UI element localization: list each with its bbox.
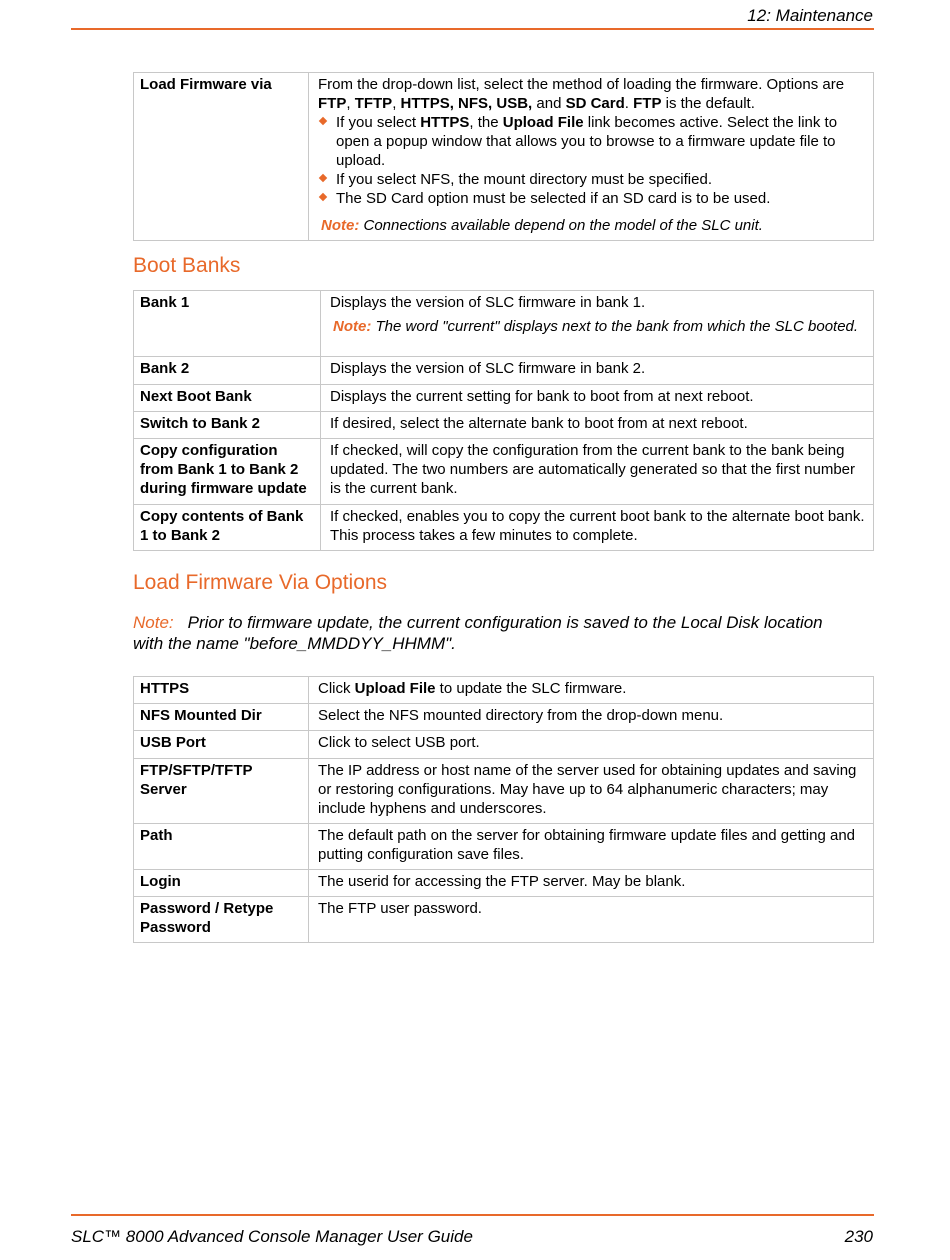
row-value: The userid for accessing the FTP server. May be blank. [309,870,874,897]
intro-text-end: is the default. [661,95,755,112]
footer-title: SLC™ 8000 Advanced Console Manager User Guide [71,1227,473,1246]
value-text: Click [318,680,355,697]
value-text-bold: Upload File [354,680,436,697]
row-value: The IP address or host name of the server used for obtaining updates and saving or restoring configurations. May have up to 64 alphanumeric characters; may include hyphens and underscores. [309,759,874,824]
bullet-text: If you select [336,114,421,131]
row-label: Next Boot Bank [134,385,321,412]
row-value: Displays the current setting for bank to boot from at next reboot. [321,385,874,412]
load-firmware-table [133,72,874,241]
row-label: Copy contents of Bank 1 to Bank 2 [134,505,321,551]
row-label: HTTPS [134,677,309,704]
section-heading-boot-banks: Boot Banks [133,254,241,277]
row-value: The FTP user password. [309,897,874,943]
option-sd-card: SD Card [565,95,625,112]
option-ftp: FTP [318,95,347,112]
header-rule [71,28,874,30]
table-row [134,291,874,357]
bullet-text-bold: HTTPS [420,114,470,131]
row-label: Load Firmware via [134,73,309,241]
intro-text: From the drop-down list, select the method of loading the firmware. Options are [318,76,845,93]
note-label: Note: [333,318,372,335]
table-row [134,357,874,385]
table-row [134,439,874,505]
table-row [134,385,874,412]
options-list [318,113,865,208]
separator: and [532,95,566,112]
row-label: FTP/SFTP/TFTP Server [134,759,309,824]
row-label: Login [134,870,309,897]
table-row [134,759,874,824]
row-value: If checked, enables you to copy the current boot bank to the alternate boot bank. This process takes a few minutes to complete. [321,505,874,551]
row-label: Switch to Bank 2 [134,412,321,439]
note [330,317,865,336]
table-row [134,731,874,759]
row-value [309,677,874,704]
list-item [318,170,865,189]
page-number: 230 [844,1227,873,1246]
row-value: If checked, will copy the configuration from the current bank to the bank being updated. The two numbers are automatically generated so that the first number is the current bank. [321,439,874,505]
option-group: HTTPS, NFS, USB, [400,95,533,112]
note-label: Note: [133,613,174,632]
separator: . [624,95,634,112]
option-tftp: TFTP [354,95,393,112]
bullet-text: If you select NFS, the mount directory must be specified. [336,171,712,188]
table-row [134,897,874,943]
table-row [134,677,874,704]
value-text: to update the SLC firmware. [435,680,627,697]
bullet-text: The SD Card option must be selected if an SD card is to be used. [336,190,771,207]
separator: , [346,95,355,112]
row-label: Bank 1 [134,291,321,357]
note-text: The word "current" displays next to the bank from which the SLC booted. [375,318,859,335]
bullet-text-bold: Upload File [502,114,584,131]
row-value: If desired, select the alternate bank to boot from at next reboot. [321,412,874,439]
list-item [318,189,865,208]
via-options-table [133,676,874,943]
page-note [133,612,833,654]
row-value [309,73,874,241]
option-default: FTP [633,95,662,112]
row-label: Bank 2 [134,357,321,385]
boot-banks-table [133,290,874,551]
row-label: Copy configuration from Bank 1 to Bank 2 during firmware update [134,439,321,505]
diamond-bullet-icon [319,117,327,125]
note-text: Prior to firmware update, the current configuration is saved to the Local Disk location with the name "before_MMDDYY_HHMM". [133,613,823,653]
table-row [134,704,874,731]
row-label: Password / Retype Password [134,897,309,943]
footer-rule [71,1214,874,1216]
table-row [134,505,874,551]
bullet-text: link becomes active. Select the link to open a popup window that allows you to browse to a firmware update file to upload. [336,114,838,169]
row-value-text: Displays the version of SLC firmware in bank 1. [330,294,646,311]
table-row [134,870,874,897]
chapter-header: 12: Maintenance [747,6,873,25]
row-label: USB Port [134,731,309,759]
row-value: Click to select USB port. [309,731,874,759]
row-value: Select the NFS mounted directory from the drop-down menu. [309,704,874,731]
row-value: Displays the version of SLC firmware in bank 2. [321,357,874,385]
row-label: Path [134,824,309,870]
note-label: Note: [321,217,360,234]
table-row [134,412,874,439]
intro-paragraph [318,75,865,113]
bullet-text: , the [469,114,503,131]
row-label: NFS Mounted Dir [134,704,309,731]
row-value [321,291,874,357]
note-text: Connections available depend on the model of the SLC unit. [363,217,763,234]
diamond-bullet-icon [319,174,327,182]
row-value: The default path on the server for obtaining firmware update files and getting and putting configuration save files. [309,824,874,870]
table-row [134,824,874,870]
separator: , [392,95,401,112]
list-item [318,113,865,170]
note [318,216,865,235]
table-row [134,73,874,241]
diamond-bullet-icon [319,193,327,201]
section-heading-via-options: Load Firmware Via Options [133,571,388,594]
